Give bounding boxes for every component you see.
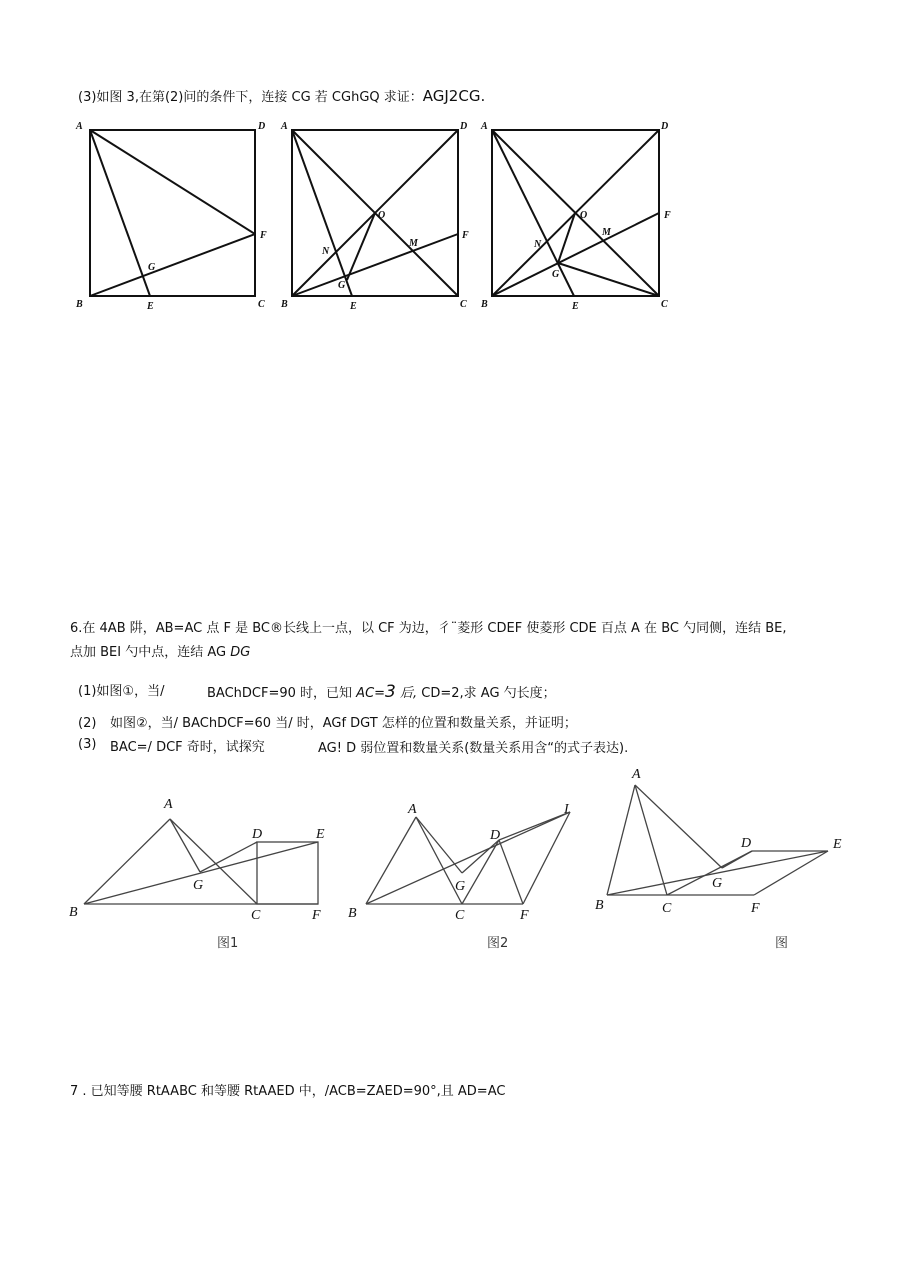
label-E: E (350, 301, 357, 312)
label-E: E (572, 301, 579, 312)
label-D: D (741, 836, 752, 851)
label-C: C (251, 908, 261, 923)
label-A: A (164, 797, 173, 812)
label-G: G (552, 269, 560, 280)
q3-line: (3)如图 3,在第(2)问的条件下，连接 CG 若 CGhGQ 求证：AGJ2CG. (78, 87, 486, 105)
label-C: C (258, 299, 265, 310)
label-E: E (316, 827, 325, 842)
label-M: M (602, 227, 611, 238)
label-N: N (534, 239, 542, 250)
label-A: A (632, 767, 641, 782)
label-F: F (260, 230, 267, 241)
square-figure-3 (472, 115, 682, 315)
geometry-figure-2 (344, 795, 584, 930)
q6-line1: 6.在 4AB 阱，AB=AC 点 F 是 BC®长线上一点，以 CF 为边，彳¨菱形 CDEF 使菱形 CDE 百点 A 在 BC 勺同侧，连结 BE, (70, 621, 787, 636)
label-O: O (378, 210, 386, 221)
label-A: A (481, 121, 488, 132)
label-G: G (338, 280, 346, 291)
label-B: B (76, 299, 83, 310)
label-E: E (833, 837, 842, 852)
label-A: A (76, 121, 83, 132)
label-M: M (409, 238, 418, 249)
label-D: D (258, 121, 266, 132)
label-D: D (252, 827, 263, 842)
label-A: A (281, 121, 288, 132)
label-B: B (348, 906, 357, 921)
label-F: F (462, 230, 469, 241)
label-G: G (193, 878, 204, 893)
label-B: B (595, 898, 604, 913)
q6-part3-a: BAC=/ DCF 奇时，试探究 (110, 740, 265, 755)
q6-part2: 如图②，当/ BAChDCF=60 当/ 时，AGf DGT 怎样的位置和数量关系，并证明； (110, 716, 577, 731)
q6-part2-num: (2) (78, 716, 97, 731)
label-G: G (148, 262, 156, 273)
label-B: B (481, 299, 488, 310)
label-A: A (408, 802, 417, 817)
label-F: F (312, 908, 321, 923)
label-O: O (580, 210, 588, 221)
q6-part1-cont: BAChDCF=90 时，已知 AC=3 后, CD=2,求 AG 勺长度； (207, 682, 556, 702)
label-E: E (147, 301, 154, 312)
caption-fig3: 图 (775, 936, 789, 951)
label-D: D (490, 828, 501, 843)
q6-part3-num: (3) (78, 737, 97, 752)
label-B: B (281, 299, 288, 310)
label-N: N (322, 246, 330, 257)
label-F: F (664, 210, 671, 221)
label-D: D (460, 121, 468, 132)
q7-line: 7 . 已知等腰 RtAABC 和等腰 RtAAED 中，/ACB=ZAED=90°,且 AD=AC (70, 1084, 506, 1099)
q6-line2: 点加 BEI 勺中点，连结 AG DG (70, 645, 251, 660)
label-F: F (520, 908, 529, 923)
square-figure-1 (70, 115, 270, 315)
q6-part1: (1)如图①，当/ (78, 684, 165, 699)
caption-fig1: 图1 (217, 936, 239, 951)
label-G: G (455, 879, 466, 894)
square-figure-2 (272, 115, 482, 315)
label-C: C (661, 299, 668, 310)
label-D: D (661, 121, 669, 132)
label-F: F (751, 901, 760, 916)
geometry-figure-1 (66, 790, 346, 930)
label-C: C (460, 299, 467, 310)
label-B: B (69, 905, 78, 920)
caption-fig2: 图2 (487, 936, 509, 951)
label-I: I (564, 802, 569, 817)
geometry-figure-3 (592, 760, 852, 925)
label-C: C (455, 908, 465, 923)
label-C: C (662, 901, 672, 916)
q6-part3-b: AG! D 弱位置和数量关系(数量关系用含“的式子表达). (318, 741, 629, 756)
label-G: G (712, 876, 723, 891)
